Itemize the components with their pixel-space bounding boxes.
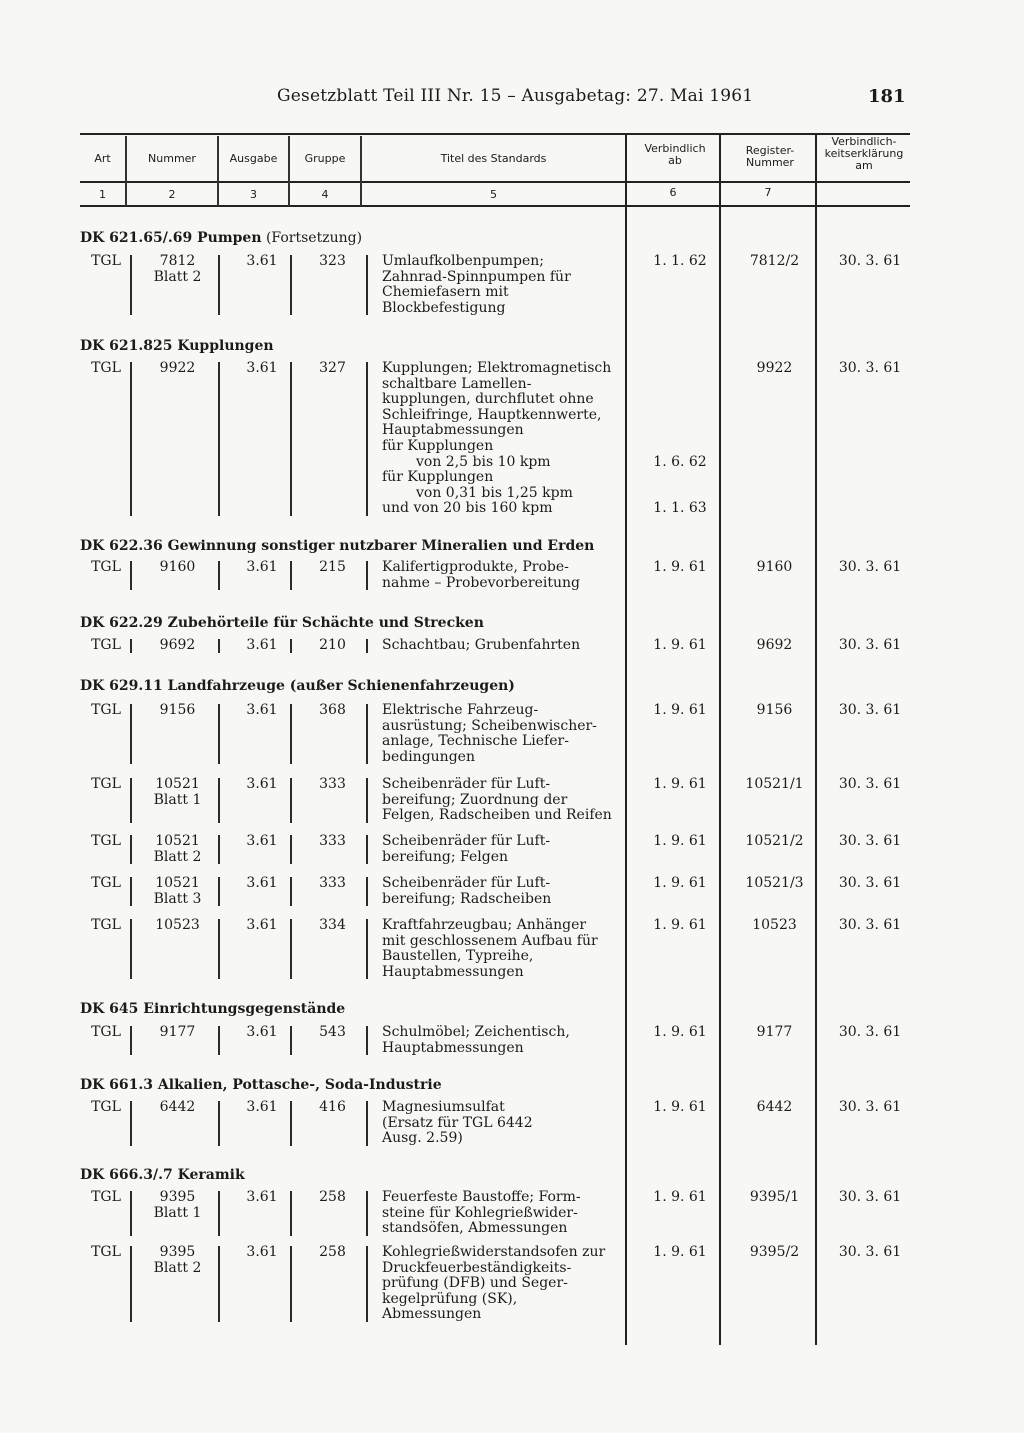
cell-verbindlich: 1. 9. 61 bbox=[653, 917, 707, 933]
col-number-1: 1 bbox=[99, 188, 106, 201]
row-column-separator bbox=[366, 877, 368, 906]
cell-verbindlich: 1. 9. 61 bbox=[653, 776, 707, 792]
cell-art: TGL bbox=[91, 875, 121, 891]
cell-ausgabe: 3.61 bbox=[246, 776, 278, 792]
col-number-2: 2 bbox=[168, 188, 176, 201]
cell-titel-line: bereifung; Zuordnung der bbox=[382, 791, 568, 808]
cell-titel-line: für Kupplungen bbox=[382, 469, 494, 486]
cell-verbindlich: 1. 9. 61 bbox=[653, 1024, 707, 1040]
section-title: DK 621.65/.69 Pumpen bbox=[80, 230, 262, 246]
section-heading bbox=[80, 538, 594, 554]
cell-erklaerung: 30. 3. 61 bbox=[838, 702, 902, 718]
row-column-separator bbox=[130, 1246, 132, 1322]
section-heading bbox=[80, 1001, 345, 1017]
col-header-nummer: Nummer bbox=[148, 152, 196, 165]
col-header-erklaerung: Verbindlich-keitserklärung am bbox=[824, 135, 904, 172]
section-title: DK 622.36 Gewinnung sonstiger nutzbarer Mineralien und Erden bbox=[80, 538, 595, 554]
cell-titel-line: nahme – Probevorbereitung bbox=[382, 574, 580, 591]
cell-ausgabe: 3.61 bbox=[246, 253, 278, 269]
cell-verbindlich: 1. 9. 61 bbox=[653, 1244, 707, 1260]
cell-verbindlich: 1. 9. 61 bbox=[653, 1189, 707, 1205]
cell-titel-line: Hauptabmessungen bbox=[382, 422, 524, 439]
cell-titel-line: Schulmöbel; Zeichentisch, bbox=[382, 1024, 570, 1040]
row-column-separator bbox=[366, 778, 368, 823]
cell-titel-line: kupplungen, durchflutet ohne bbox=[382, 391, 594, 408]
cell-titel-line: Chemiefasern mit bbox=[382, 284, 509, 301]
section-heading bbox=[80, 678, 515, 694]
cell-gruppe: 333 bbox=[319, 833, 346, 849]
cell-verbindlich: 1. 1. 63 bbox=[653, 500, 707, 517]
cell-gruppe: 333 bbox=[319, 875, 346, 891]
cell-art: TGL bbox=[91, 559, 121, 575]
cell-titel-line: Kalifertigprodukte, Probe- bbox=[382, 559, 569, 575]
cell-titel-line: standsöfen, Abmessungen bbox=[382, 1220, 568, 1237]
cell-register: 9177 bbox=[756, 1024, 793, 1040]
cell-register: 9160 bbox=[756, 559, 793, 575]
row-column-separator bbox=[130, 639, 132, 653]
cell-ausgabe: 3.61 bbox=[246, 1244, 278, 1260]
cell-nummer: 9177 bbox=[159, 1024, 196, 1040]
col-header-verbindlich: Verbindlich ab bbox=[644, 142, 706, 167]
cell-ausgabe: 3.61 bbox=[246, 833, 278, 849]
cell-gruppe: 334 bbox=[319, 917, 346, 933]
cell-verbindlich: 1. 9. 61 bbox=[653, 637, 707, 653]
cell-verbindlich: 1. 9. 61 bbox=[653, 559, 707, 575]
row-column-separator bbox=[366, 1191, 368, 1236]
cell-register: 10521/2 bbox=[745, 833, 804, 849]
cell-titel-line: Schachtbau; Grubenfahrten bbox=[382, 637, 581, 653]
cell-erklaerung: 30. 3. 61 bbox=[838, 1189, 902, 1205]
cell-verbindlich: 1. 9. 61 bbox=[653, 702, 707, 718]
cell-ausgabe: 3.61 bbox=[246, 1024, 278, 1040]
cell-gruppe: 543 bbox=[319, 1024, 346, 1040]
row-column-separator bbox=[366, 919, 368, 979]
cell-erklaerung: 30. 3. 61 bbox=[838, 776, 902, 792]
cell-titel-line: für Kupplungen bbox=[382, 438, 494, 454]
cell-ausgabe: 3.61 bbox=[246, 1099, 278, 1115]
cell-erklaerung: 30. 3. 61 bbox=[838, 1244, 902, 1260]
col-header-register: Register-Nummer bbox=[745, 144, 795, 169]
cell-erklaerung: 30. 3. 61 bbox=[838, 360, 902, 376]
page-header-title: Gesetzblatt Teil III Nr. 15 – Ausgabetag: 27. Mai 1961 bbox=[277, 86, 754, 106]
cell-nummer: 9692 bbox=[159, 637, 196, 653]
cell-nummer: Blatt 1 bbox=[153, 1204, 202, 1221]
cell-verbindlich: 1. 9. 61 bbox=[653, 833, 707, 849]
row-column-separator bbox=[366, 362, 368, 516]
cell-verbindlich: 1. 9. 61 bbox=[653, 1099, 707, 1115]
cell-nummer: 7812 bbox=[159, 253, 196, 269]
cell-verbindlich: 1. 6. 62 bbox=[653, 453, 707, 470]
cell-erklaerung: 30. 3. 61 bbox=[838, 253, 902, 269]
section-heading bbox=[80, 615, 484, 631]
row-column-separator bbox=[130, 877, 132, 906]
cell-nummer: 9922 bbox=[159, 360, 196, 376]
cell-nummer: 10521 bbox=[155, 776, 200, 792]
cell-erklaerung: 30. 3. 61 bbox=[838, 1099, 902, 1115]
col-header-ausgabe: Ausgabe bbox=[229, 152, 278, 165]
cell-gruppe: 323 bbox=[319, 253, 346, 269]
row-column-separator bbox=[366, 1026, 368, 1055]
cell-art: TGL bbox=[91, 1189, 121, 1205]
section-title: DK 661.3 Alkalien, Pottasche-, Soda-Industrie bbox=[80, 1077, 442, 1093]
row-column-separator bbox=[130, 1026, 132, 1055]
row-column-separator bbox=[366, 1246, 368, 1322]
table-top-rule bbox=[80, 133, 910, 135]
cell-titel-line: Hauptabmessungen bbox=[382, 963, 524, 980]
cell-titel-line: ausrüstung; Scheibenwischer- bbox=[382, 717, 597, 734]
column-rule-register bbox=[719, 133, 721, 1345]
cell-titel-line: bedingungen bbox=[382, 748, 475, 765]
col-number-6: 6 bbox=[669, 186, 677, 199]
row-column-separator bbox=[130, 919, 132, 979]
cell-art: TGL bbox=[91, 702, 121, 718]
cell-ausgabe: 3.61 bbox=[246, 360, 278, 376]
cell-nummer: Blatt 2 bbox=[153, 268, 202, 285]
cell-ausgabe: 3.61 bbox=[246, 1189, 278, 1205]
row-column-separator bbox=[366, 561, 368, 590]
cell-gruppe: 210 bbox=[319, 637, 346, 653]
cell-gruppe: 368 bbox=[319, 702, 346, 718]
row-column-separator bbox=[130, 255, 132, 315]
cell-art: TGL bbox=[91, 917, 121, 933]
cell-nummer: 6442 bbox=[159, 1099, 196, 1115]
cell-titel-line: von 0,31 bis 1,25 kpm bbox=[416, 484, 573, 501]
cell-ausgabe: 3.61 bbox=[246, 875, 278, 891]
cell-gruppe: 258 bbox=[319, 1189, 346, 1205]
cell-titel-line: Scheibenräder für Luft- bbox=[382, 875, 551, 891]
cell-titel-line: schaltbare Lamellen- bbox=[382, 375, 532, 392]
col-number-7: 7 bbox=[764, 186, 772, 199]
table-header-rule bbox=[80, 181, 910, 183]
cell-verbindlich: 1. 1. 62 bbox=[653, 253, 707, 269]
cell-art: TGL bbox=[91, 833, 121, 849]
section-title-suffix: (Fortsetzung) bbox=[261, 230, 363, 246]
cell-titel-line: mit geschlossenem Aufbau für bbox=[382, 932, 598, 949]
cell-register: 6442 bbox=[756, 1099, 793, 1115]
cell-titel-line: anlage, Technische Liefer- bbox=[382, 733, 569, 750]
cell-art: TGL bbox=[91, 253, 121, 269]
cell-titel-line: prüfung (DFB) und Seger- bbox=[382, 1275, 568, 1292]
cell-titel-line: Abmessungen bbox=[382, 1306, 482, 1323]
table-colnum-rule bbox=[80, 205, 910, 207]
row-column-separator bbox=[130, 704, 132, 764]
cell-titel-line: (Ersatz für TGL 6442 bbox=[382, 1114, 533, 1131]
cell-nummer: Blatt 2 bbox=[153, 848, 202, 865]
cell-titel-line: Umlaufkolbenpumpen; bbox=[382, 253, 544, 269]
cell-nummer: Blatt 2 bbox=[153, 1259, 202, 1276]
section-title: DK 645 Einrichtungsgegenstände bbox=[80, 1001, 346, 1017]
row-column-separator bbox=[366, 835, 368, 864]
cell-register: 9395/1 bbox=[749, 1189, 800, 1205]
cell-register: 9692 bbox=[756, 637, 793, 653]
row-column-separator bbox=[130, 1191, 132, 1236]
cell-titel-line: Magnesiumsulfat bbox=[382, 1099, 505, 1115]
cell-titel-line: Kraftfahrzeugbau; Anhänger bbox=[382, 917, 587, 933]
row-column-separator bbox=[366, 255, 368, 315]
cell-register: 9922 bbox=[756, 360, 793, 376]
cell-art: TGL bbox=[91, 1024, 121, 1040]
cell-titel-line: Schleifringe, Hauptkennwerte, bbox=[382, 406, 602, 423]
section-title: DK 622.29 Zubehörteile für Schächte und Strecken bbox=[80, 615, 484, 631]
cell-titel-line: Kupplungen; Elektromagnetisch bbox=[382, 360, 612, 376]
cell-erklaerung: 30. 3. 61 bbox=[838, 1024, 902, 1040]
cell-nummer: Blatt 1 bbox=[153, 791, 202, 808]
section-heading bbox=[80, 230, 362, 246]
cell-titel-line: und von 20 bis 160 kpm bbox=[382, 500, 553, 517]
col-header-gruppe: Gruppe bbox=[304, 152, 346, 165]
row-column-separator bbox=[130, 778, 132, 823]
section-title: DK 629.11 Landfahrzeuge (außer Schienenfahrzeugen) bbox=[80, 678, 515, 694]
cell-titel-line: Feuerfeste Baustoffe; Form- bbox=[382, 1189, 581, 1205]
cell-titel-line: Baustellen, Typreihe, bbox=[382, 948, 534, 965]
col-number-3: 3 bbox=[250, 188, 257, 201]
cell-erklaerung: 30. 3. 61 bbox=[838, 875, 902, 891]
row-column-separator bbox=[130, 362, 132, 516]
cell-titel-line: Scheibenräder für Luft- bbox=[382, 833, 551, 849]
cell-titel-line: Druckfeuerbeständigkeits- bbox=[382, 1259, 572, 1276]
section-heading bbox=[80, 338, 274, 354]
cell-register: 10523 bbox=[752, 917, 797, 933]
row-column-separator bbox=[366, 704, 368, 764]
cell-ausgabe: 3.61 bbox=[246, 702, 278, 718]
cell-register: 10521/1 bbox=[745, 776, 804, 792]
cell-art: TGL bbox=[91, 776, 121, 792]
cell-art: TGL bbox=[91, 1099, 121, 1115]
column-rule-verbindlich bbox=[625, 133, 627, 1345]
cell-titel-line: Felgen, Radscheiben und Reifen bbox=[382, 807, 612, 824]
cell-erklaerung: 30. 3. 61 bbox=[838, 917, 902, 933]
cell-gruppe: 327 bbox=[319, 360, 346, 376]
cell-titel-line: steine für Kohlegrießwider- bbox=[382, 1204, 578, 1221]
cell-titel-line: kegelprüfung (SK), bbox=[382, 1290, 518, 1307]
row-column-separator bbox=[290, 362, 292, 516]
column-rule-erklaerung bbox=[815, 133, 817, 1345]
row-column-separator bbox=[130, 835, 132, 864]
cell-erklaerung: 30. 3. 61 bbox=[838, 833, 902, 849]
cell-nummer: 10521 bbox=[155, 875, 200, 891]
cell-erklaerung: 30. 3. 61 bbox=[838, 637, 902, 653]
cell-erklaerung: 30. 3. 61 bbox=[838, 559, 902, 575]
cell-ausgabe: 3.61 bbox=[246, 917, 278, 933]
cell-nummer: 10521 bbox=[155, 833, 200, 849]
col-number-5: 5 bbox=[490, 188, 497, 201]
row-column-separator bbox=[366, 1101, 368, 1146]
col-header-art: Art bbox=[94, 152, 111, 165]
cell-titel-line: Elektrische Fahrzeug- bbox=[382, 702, 539, 718]
section-title: DK 621.825 Kupplungen bbox=[80, 338, 274, 354]
cell-gruppe: 215 bbox=[319, 559, 346, 575]
cell-art: TGL bbox=[91, 637, 121, 653]
cell-gruppe: 258 bbox=[319, 1244, 346, 1260]
cell-register: 9156 bbox=[756, 702, 793, 718]
cell-nummer: 10523 bbox=[155, 917, 200, 933]
cell-nummer: 9395 bbox=[159, 1244, 196, 1260]
cell-nummer: 9156 bbox=[159, 702, 196, 718]
cell-titel-line: Zahnrad-Spinnpumpen für bbox=[382, 268, 571, 285]
row-column-separator bbox=[366, 639, 368, 653]
cell-titel-line: Kohlegrießwiderstandsofen zur bbox=[382, 1244, 606, 1260]
cell-titel-line: von 2,5 bis 10 kpm bbox=[416, 453, 551, 470]
cell-ausgabe: 3.61 bbox=[246, 559, 278, 575]
cell-gruppe: 416 bbox=[319, 1099, 346, 1115]
cell-titel-line: bereifung; Felgen bbox=[382, 848, 509, 865]
cell-nummer: 9395 bbox=[159, 1189, 196, 1205]
cell-titel-line: Hauptabmessungen bbox=[382, 1039, 524, 1056]
cell-register: 10521/3 bbox=[745, 875, 804, 891]
cell-titel-line: Blockbefestigung bbox=[382, 299, 506, 316]
cell-nummer: Blatt 3 bbox=[153, 890, 202, 907]
cell-nummer: 9160 bbox=[159, 559, 196, 575]
cell-ausgabe: 3.61 bbox=[246, 637, 278, 653]
cell-art: TGL bbox=[91, 360, 121, 376]
cell-verbindlich: 1. 9. 61 bbox=[653, 875, 707, 891]
row-column-separator bbox=[218, 362, 220, 516]
cell-register: 7812/2 bbox=[749, 253, 800, 269]
cell-register: 9395/2 bbox=[749, 1244, 800, 1260]
cell-titel-line: bereifung; Radscheiben bbox=[382, 890, 552, 907]
row-column-separator bbox=[130, 561, 132, 590]
section-heading bbox=[80, 1077, 442, 1093]
cell-gruppe: 333 bbox=[319, 776, 346, 792]
col-number-4: 4 bbox=[321, 188, 329, 201]
col-header-titel: Titel des Standards bbox=[440, 152, 547, 165]
row-column-separator bbox=[130, 1101, 132, 1146]
section-heading bbox=[80, 1167, 245, 1183]
cell-titel-line: Scheibenräder für Luft- bbox=[382, 776, 551, 792]
cell-titel-line: Ausg. 2.59) bbox=[382, 1130, 463, 1147]
section-title: DK 666.3/.7 Keramik bbox=[80, 1167, 245, 1183]
page-number: 181 bbox=[868, 86, 906, 107]
cell-art: TGL bbox=[91, 1244, 121, 1260]
